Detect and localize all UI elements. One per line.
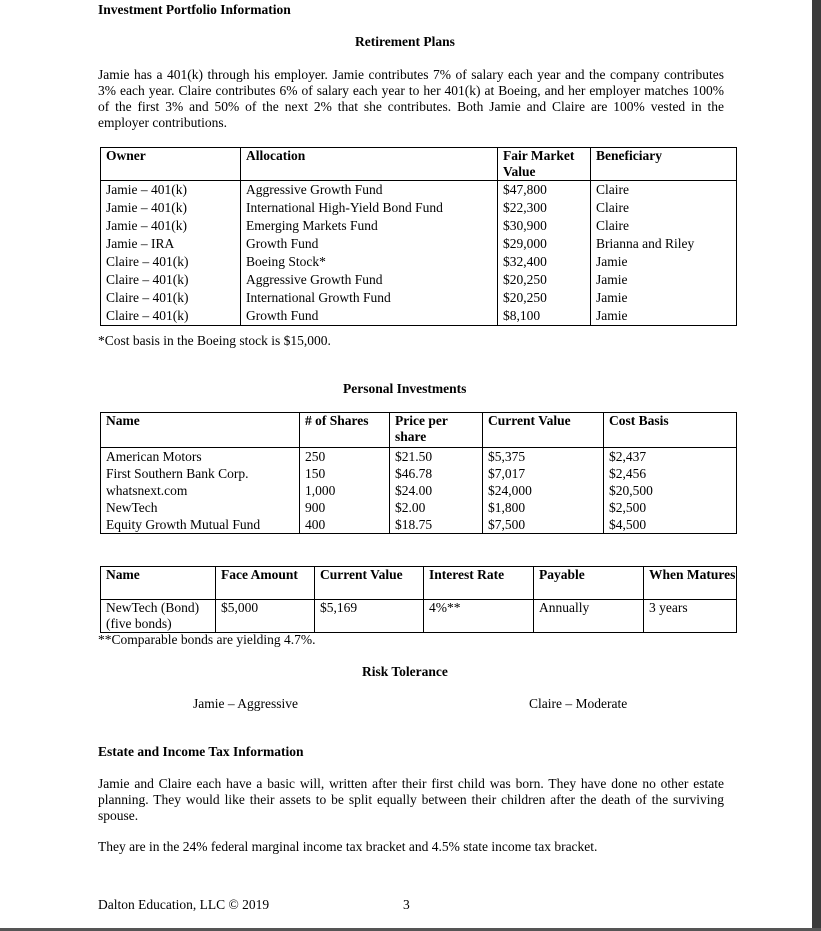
page-header: Investment Portfolio Information <box>98 2 291 17</box>
risk-claire: Claire – Moderate <box>529 696 628 711</box>
table-row <box>101 289 737 307</box>
risk-title: Risk Tolerance <box>362 664 448 679</box>
table-row <box>101 482 737 499</box>
cell-allocation: Aggressive Growth Fund <box>241 271 498 289</box>
cell-price: $2.00 <box>390 499 483 516</box>
cell-allocation: Emerging Markets Fund <box>241 217 498 235</box>
cell-price: $24.00 <box>390 482 483 499</box>
cell-allocation: Growth Fund <box>241 235 498 253</box>
cell-allocation: Growth Fund <box>241 307 498 326</box>
cell-value: $20,250 <box>498 271 591 289</box>
cell-name: NewTech <box>101 499 300 516</box>
cell-owner: Claire – 401(k) <box>101 271 241 289</box>
cell-shares: 1,000 <box>300 482 390 499</box>
cell-current-value: $5,375 <box>483 448 604 466</box>
bond-name: NewTech (Bond) <box>106 600 200 615</box>
cell-owner: Claire – 401(k) <box>101 307 241 326</box>
cell-cost-basis: $2,456 <box>604 465 737 482</box>
table-row <box>101 600 737 633</box>
col-interest-rate: Interest Rate <box>424 567 534 600</box>
cell-beneficiary: Claire <box>591 181 737 200</box>
cell-interest-rate: 4%** <box>424 600 534 633</box>
table-row <box>101 448 737 466</box>
col-face-amount: Face Amount <box>216 567 315 600</box>
table-row <box>101 465 737 482</box>
cell-matures: 3 years <box>644 600 737 633</box>
table-row <box>101 271 737 289</box>
cell-owner: Claire – 401(k) <box>101 289 241 307</box>
table-row <box>101 307 737 326</box>
cell-cost-basis: $20,500 <box>604 482 737 499</box>
cell-name: Equity Growth Mutual Fund <box>101 516 300 534</box>
table-row <box>101 516 737 534</box>
cell-value: $32,400 <box>498 253 591 271</box>
retirement-description: Jamie has a 401(k) through his employer. Jamie contributes 7% of salary each year and the company contributes 3% each year. Claire contributes 6% of salary each year to her 401(k) at Boeing, and her employer matches 100% of the first 3% and 50% of the next 2% that she contributes. Both Jamie and Claire are 100% vested in the employer contributions. <box>98 67 724 130</box>
cell-beneficiary: Jamie <box>591 289 737 307</box>
table-row <box>101 181 737 200</box>
col-when-matures: When Matures <box>644 567 737 600</box>
cell-current-value: $1,800 <box>483 499 604 516</box>
cell-name: First Southern Bank Corp. <box>101 465 300 482</box>
retirement-title: Retirement Plans <box>355 34 455 49</box>
footer-copyright: Dalton Education, LLC © 2019 <box>98 897 270 912</box>
table-row <box>101 253 737 271</box>
col-price-per-share: Price per share <box>390 413 483 448</box>
col-shares: # of Shares <box>300 413 390 448</box>
table-row <box>101 217 737 235</box>
col-cost-basis: Cost Basis <box>604 413 737 448</box>
cell-allocation: International High-Yield Bond Fund <box>241 199 498 217</box>
cell-cost-basis: $2,437 <box>604 448 737 466</box>
table-row <box>101 499 737 516</box>
cell-owner: Jamie – 401(k) <box>101 217 241 235</box>
retirement-table <box>100 147 737 326</box>
cell-beneficiary: Claire <box>591 217 737 235</box>
cell-shares: 900 <box>300 499 390 516</box>
cell-value: $8,100 <box>498 307 591 326</box>
cell-beneficiary: Brianna and Riley <box>591 235 737 253</box>
cell-allocation: Aggressive Growth Fund <box>241 181 498 200</box>
bonds-table <box>100 566 737 633</box>
table-row <box>101 235 737 253</box>
col-bond-name: Name <box>101 567 216 600</box>
cell-value: $29,000 <box>498 235 591 253</box>
cell-owner: Jamie – 401(k) <box>101 181 241 200</box>
cell-allocation: Boeing Stock* <box>241 253 498 271</box>
estate-paragraph-1: Jamie and Claire each have a basic will, written after their first child was born. They have done no other estate planning. They would like their assets to be split equally between their children after the death of the surviving spouse. <box>98 776 724 823</box>
table-row <box>101 199 737 217</box>
cell-face-amount: $5,000 <box>216 600 315 633</box>
personal-investments-table <box>100 412 737 534</box>
bonds-footnote: **Comparable bonds are yielding 4.7%. <box>98 632 316 647</box>
cell-current-value: $7,500 <box>483 516 604 534</box>
col-current-value: Current Value <box>315 567 424 600</box>
col-name: Name <box>101 413 300 448</box>
cell-value: $47,800 <box>498 181 591 200</box>
cell-price: $18.75 <box>390 516 483 534</box>
window-right-edge <box>812 0 821 931</box>
cell-cost-basis: $2,500 <box>604 499 737 516</box>
cell-owner: Jamie – 401(k) <box>101 199 241 217</box>
cell-owner: Jamie – IRA <box>101 235 241 253</box>
col-payable: Payable <box>534 567 644 600</box>
cell-payable: Annually <box>534 600 644 633</box>
cell-beneficiary: Claire <box>591 199 737 217</box>
cell-cost-basis: $4,500 <box>604 516 737 534</box>
col-owner: Owner <box>101 148 241 181</box>
bond-name-sub: (five bonds) <box>106 616 172 631</box>
cell-name: American Motors <box>101 448 300 466</box>
estate-title: Estate and Income Tax Information <box>98 744 304 759</box>
cell-shares: 400 <box>300 516 390 534</box>
retirement-footnote: *Cost basis in the Boeing stock is $15,000. <box>98 333 331 348</box>
cell-shares: 150 <box>300 465 390 482</box>
estate-paragraph-2: They are in the 24% federal marginal income tax bracket and 4.5% state income tax bracket. <box>98 839 598 854</box>
col-beneficiary: Beneficiary <box>591 148 737 181</box>
cell-value: $20,250 <box>498 289 591 307</box>
cell-shares: 250 <box>300 448 390 466</box>
col-current-value: Current Value <box>483 413 604 448</box>
cell-owner: Claire – 401(k) <box>101 253 241 271</box>
col-fair-market-value: Fair Market Value <box>498 148 591 181</box>
cell-beneficiary: Jamie <box>591 271 737 289</box>
cell-name: whatsnext.com <box>101 482 300 499</box>
col-allocation: Allocation <box>241 148 498 181</box>
cell-allocation: International Growth Fund <box>241 289 498 307</box>
cell-current-value: $24,000 <box>483 482 604 499</box>
cell-price: $46.78 <box>390 465 483 482</box>
cell-value: $22,300 <box>498 199 591 217</box>
cell-value: $30,900 <box>498 217 591 235</box>
personal-title: Personal Investments <box>343 381 467 396</box>
risk-jamie: Jamie – Aggressive <box>193 696 298 711</box>
cell-price: $21.50 <box>390 448 483 466</box>
cell-current-value: $7,017 <box>483 465 604 482</box>
cell-beneficiary: Jamie <box>591 307 737 326</box>
page-number: 3 <box>403 897 410 912</box>
cell-beneficiary: Jamie <box>591 253 737 271</box>
cell-bond-name <box>101 600 216 633</box>
cell-current-value: $5,169 <box>315 600 424 633</box>
